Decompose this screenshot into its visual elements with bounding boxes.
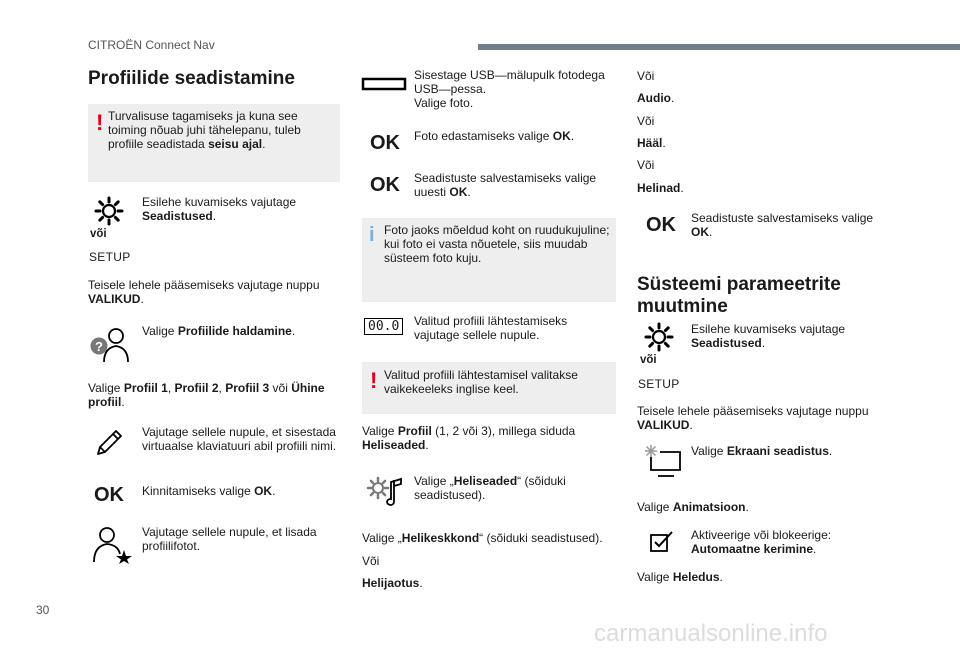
or-text-2: Või: [637, 114, 655, 128]
watermark: carmanualsonline.info: [594, 620, 828, 647]
voice-option: Hääl.: [637, 136, 666, 150]
screen-settings-icon: [642, 444, 682, 478]
or-label: või: [90, 228, 107, 240]
reset-counter-button: 00.0: [364, 318, 403, 335]
step-save-2: Seadistuste salvestamiseks valige OK.: [691, 211, 874, 239]
step-transfer: Foto edastamiseks valige OK.: [414, 129, 575, 143]
step-sound: Valige „Heliseaded“ (sõiduki seadistused).: [414, 474, 566, 502]
step-save: Seadistuste salvestamiseks valige uuesti OK.: [414, 171, 597, 199]
gear-icon: [94, 196, 124, 226]
audio-option: Audio.: [637, 91, 675, 105]
info-icon: i: [369, 224, 375, 246]
step-settings: Esilehe kuvamiseks vajutage Seadistused.: [142, 195, 297, 223]
para-animation: Valige Animatsioon.: [637, 500, 749, 514]
ok-button-2: OK: [370, 132, 400, 154]
info-text: Foto jaoks mõeldud koht on ruudukujuline; kui foto ei vasta nõuetele, siis muudab süsteem foto kuju.: [384, 223, 610, 265]
warning-box-2: [362, 362, 616, 414]
setup-label-2: SETUP: [638, 377, 680, 391]
or-label-2: või: [640, 354, 657, 366]
warning-box: [88, 104, 340, 182]
pencil-icon: [94, 428, 124, 458]
setup-label: SETUP: [89, 250, 131, 264]
step-confirm: Kinnitamiseks valige OK.: [142, 484, 276, 498]
checkbox-icon: [650, 530, 674, 552]
step-usb: Sisestage USB—mälupulk fotodega USB—pessa. Valige foto.: [414, 68, 605, 110]
para-brightness: Valige Heledus.: [637, 570, 723, 584]
step-autoscroll: Aktiveerige või blokeerige: Automaatne kerimine.: [691, 528, 832, 556]
step-name: Vajutage sellele nupule, et sisestada virtuaalse klaviatuuri abil profiili nimi.: [142, 425, 337, 453]
warning-icon: !: [96, 110, 104, 135]
section-title-system: Süsteemi parameetrite muutmine: [637, 274, 841, 317]
gear-icon-2: [644, 322, 674, 352]
para-ambience: Valige „Helikeskkond“ (sõiduki seadistused).: [362, 531, 603, 545]
ok-button-3: OK: [370, 174, 400, 196]
sound-gear-icon: [366, 476, 406, 510]
or-text-3: Või: [637, 158, 655, 172]
warning-icon-2: !: [370, 368, 378, 393]
profile-star-icon: [92, 526, 132, 564]
para-options-2: Teisele lehele pääsemiseks vajutage nuppu VALIKUD.: [637, 404, 869, 432]
header-bar: [478, 44, 960, 50]
para-options: Teisele lehele pääsemiseks vajutage nuppu VALIKUD.: [88, 278, 320, 306]
or-text-1: Või: [637, 69, 655, 83]
info-box: [362, 218, 616, 302]
section-title-profiles: Profiilide seadistamine: [88, 68, 295, 89]
ringtones-option: Helinad.: [637, 181, 684, 195]
para-profile-link: Valige Profiil (1, 2 või 3), millega siduda Heliseaded.: [362, 424, 576, 452]
profile-question-icon: [90, 326, 130, 364]
step-reset: Valitud profiili lähtestamiseks vajutage sellele nupule.: [414, 314, 568, 342]
ok-button-4: OK: [646, 214, 676, 236]
or-text: Või: [362, 554, 380, 568]
step-profile-manage: Valige Profiilide haldamine.: [142, 324, 296, 338]
step-settings-2: Esilehe kuvamiseks vajutage Seadistused.: [691, 322, 846, 350]
para-select-profile: Valige Profiil 1, Profiil 2, Profiil 3 või Ühine profiil.: [88, 381, 325, 409]
warning-text: Turvalisuse tagamiseks ja kuna see toiming nõuab juhi tähelepanu, tuleb profiile seadistada seisu ajal.: [108, 109, 301, 151]
step-photo: Vajutage sellele nupule, et lisada profiilifotot.: [142, 525, 317, 553]
header-title: CITROËN Connect Nav: [88, 38, 215, 52]
ok-button: OK: [94, 484, 124, 506]
step-display: Valige Ekraani seadistus.: [691, 444, 833, 458]
warning-text-2: Valitud profiili lähtestamisel valitakse vaikekeeleks inglise keel.: [384, 368, 578, 396]
para-distribution: Helijaotus.: [362, 576, 423, 590]
page-number: 30: [36, 603, 50, 617]
svg-text:?: ?: [95, 339, 103, 354]
usb-icon: [362, 78, 406, 92]
